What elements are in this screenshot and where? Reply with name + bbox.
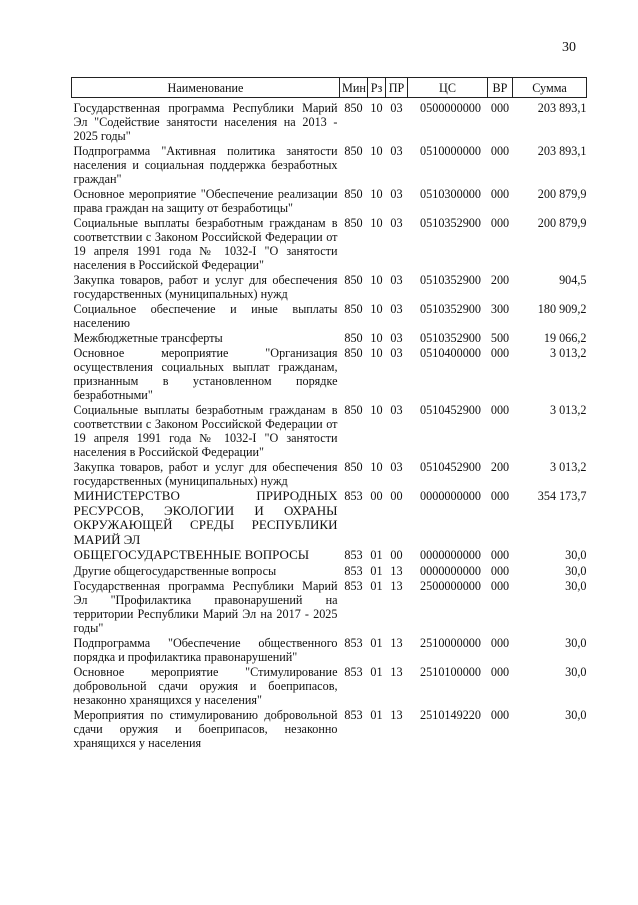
cell-pr: 13 — [390, 635, 403, 650]
cell-name: Государственная программа Республики Марий Эл "Содействие занятости населения на 2013 - 2025 годы" — [73, 101, 338, 143]
cell-vr: 200 — [490, 273, 510, 287]
cell-sum: 3 013,2 — [549, 460, 587, 474]
cell-cs: 0500000000 — [420, 101, 481, 115]
table-row — [72, 302, 587, 331]
cell-vr: 000 — [490, 101, 510, 115]
cell-pr: 03 — [390, 460, 403, 474]
cell-vr: 000 — [490, 216, 510, 230]
cell-pr: 00 — [390, 548, 403, 562]
cell-cs: 0510000000 — [420, 144, 481, 158]
cell-name: Закупка товаров, работ и услуг для обеспечения государственных (муниципальных) нужд — [73, 460, 338, 488]
cell-rz: 10 — [370, 144, 383, 158]
cell-name: Социальное обеспечение и иные выплаты населению — [73, 302, 338, 330]
cell-rz: 10 — [370, 187, 383, 201]
cell-name: Подпрограмма "Обеспечение общественного порядка и профилактика правонарушений" — [73, 635, 338, 664]
table-row — [72, 144, 587, 187]
cell-sum: 30,0 — [565, 563, 587, 578]
page-number: 30 — [562, 40, 576, 55]
cell-vr: 000 — [490, 563, 510, 578]
cell-sum: 3 013,2 — [549, 403, 587, 417]
cell-name: Основное мероприятие "Стимулирование добровольной сдачи оружия и боеприпасов, незаконно хранящихся у населения" — [73, 664, 338, 707]
table-row — [72, 403, 587, 460]
column-header-vr: ВР — [488, 78, 513, 98]
cell-sum: 30,0 — [565, 578, 587, 593]
table-row — [72, 708, 587, 751]
cell-sum: 30,0 — [565, 635, 587, 650]
cell-name: Социальные выплаты безработным гражданам в соответствии с Законом Российской Федерации от 19 апреля 1991 года № 1032-I "О занятости населения в Российской Федерации" — [73, 403, 338, 459]
cell-name: Закупка товаров, работ и услуг для обеспечения государственных (муниципальных) нужд — [73, 273, 338, 301]
table-row — [72, 460, 587, 489]
cell-name: Основное мероприятие "Обеспечение реализации права граждан на защиту от безработицы" — [73, 187, 338, 215]
table-row — [72, 579, 587, 636]
cell-vr: 000 — [490, 144, 510, 158]
cell-min: 850 — [344, 346, 363, 360]
cell-cs: 2510100000 — [420, 664, 481, 679]
table-row — [72, 636, 587, 665]
cell-pr: 03 — [390, 331, 403, 345]
cell-vr: 000 — [490, 664, 510, 679]
cell-name: МИНИСТЕРСТВО ПРИРОДНЫХ РЕСУРСОВ, ЭКОЛОГИИ И ОХРАНЫ ОКРУЖАЮЩЕЙ СРЕДЫ РЕСПУБЛИКИ МАРИЙ ЭЛ — [73, 488, 338, 547]
cell-pr: 03 — [390, 144, 403, 158]
cell-cs: 0510400000 — [420, 346, 481, 360]
column-header-sum: Сумма — [513, 78, 587, 98]
cell-min: 850 — [344, 403, 363, 417]
table-row — [72, 273, 587, 302]
cell-min: 853 — [344, 664, 363, 679]
cell-min: 853 — [344, 548, 363, 562]
cell-vr: 000 — [490, 346, 510, 360]
cell-cs: 0510352900 — [420, 216, 481, 230]
cell-cs: 2500000000 — [420, 578, 481, 593]
cell-name: Подпрограмма "Активная политика занятости населения и социальная поддержка безработных граждан" — [73, 144, 338, 186]
cell-name: Основное мероприятие "Организация осуществления социальных выплат гражданам, признанным в установленном порядке безработными" — [73, 346, 338, 402]
cell-cs: 0510300000 — [420, 187, 481, 201]
cell-min: 850 — [344, 460, 363, 474]
cell-sum: 30,0 — [565, 707, 587, 722]
cell-name: Межбюджетные трансферты — [73, 331, 223, 345]
table-row — [72, 548, 587, 564]
column-header-cs: ЦС — [408, 78, 488, 98]
cell-sum: 904,5 — [559, 273, 587, 287]
cell-cs: 0510352900 — [420, 273, 481, 287]
cell-pr: 03 — [390, 403, 403, 417]
cell-sum: 180 909,2 — [537, 302, 587, 316]
cell-pr: 03 — [390, 101, 403, 115]
cell-sum: 203 893,1 — [537, 144, 587, 158]
cell-pr: 13 — [390, 707, 403, 722]
cell-min: 853 — [344, 563, 363, 578]
table-row — [72, 98, 587, 145]
cell-rz: 10 — [370, 346, 383, 360]
cell-vr: 000 — [490, 403, 510, 417]
cell-rz: 01 — [370, 563, 383, 578]
table-row — [72, 564, 587, 579]
cell-pr: 03 — [390, 346, 403, 360]
table-body — [72, 98, 587, 751]
cell-vr: 200 — [490, 460, 510, 474]
cell-min: 850 — [344, 331, 363, 345]
cell-pr: 03 — [390, 187, 403, 201]
cell-rz: 01 — [370, 578, 383, 593]
cell-min: 850 — [344, 187, 363, 201]
cell-rz: 01 — [370, 635, 383, 650]
cell-cs: 0000000000 — [420, 563, 481, 578]
cell-sum: 3 013,2 — [549, 346, 587, 360]
table-header-row — [72, 78, 587, 98]
cell-cs: 2510149220 — [420, 707, 481, 722]
table-row — [72, 346, 587, 403]
cell-pr: 03 — [390, 216, 403, 230]
cell-cs: 0510452900 — [420, 403, 481, 417]
table-row — [72, 331, 587, 346]
cell-min: 853 — [344, 635, 363, 650]
cell-min: 850 — [344, 302, 363, 316]
cell-rz: 10 — [370, 403, 383, 417]
cell-rz: 01 — [370, 664, 383, 679]
cell-min: 850 — [344, 101, 363, 115]
cell-rz: 01 — [370, 707, 383, 722]
cell-cs: 0000000000 — [420, 489, 481, 503]
cell-pr: 00 — [390, 489, 403, 503]
cell-pr: 13 — [390, 664, 403, 679]
cell-cs: 2510000000 — [420, 635, 481, 650]
cell-rz: 00 — [370, 489, 383, 503]
cell-min: 850 — [344, 273, 363, 287]
cell-sum: 354 173,7 — [537, 489, 587, 503]
cell-min: 853 — [344, 489, 363, 503]
cell-sum: 30,0 — [565, 664, 587, 679]
cell-sum: 200 879,9 — [537, 187, 587, 201]
column-header-min: Мин — [340, 78, 368, 98]
cell-min: 850 — [344, 144, 363, 158]
cell-cs: 0510452900 — [420, 460, 481, 474]
cell-vr: 000 — [490, 635, 510, 650]
column-header-name: Наименование — [72, 78, 340, 98]
cell-cs: 0000000000 — [420, 548, 481, 562]
cell-vr: 000 — [490, 707, 510, 722]
cell-name: Социальные выплаты безработным гражданам в соответствии с Законом Российской Федерации от 19 апреля 1991 года № 1032-I "О занятости населения в Российской Федерации" — [73, 216, 338, 272]
cell-pr: 03 — [390, 302, 403, 316]
cell-rz: 10 — [370, 216, 383, 230]
table-row — [72, 187, 587, 216]
cell-vr: 000 — [490, 578, 510, 593]
table-row — [72, 489, 587, 548]
cell-rz: 10 — [370, 302, 383, 316]
cell-pr: 03 — [390, 273, 403, 287]
cell-vr: 000 — [490, 548, 510, 562]
cell-vr: 300 — [490, 302, 510, 316]
cell-rz: 10 — [370, 460, 383, 474]
cell-name: Другие общегосударственные вопросы — [73, 563, 277, 578]
column-header-rz: Рз — [368, 78, 386, 98]
budget-table — [71, 77, 587, 751]
cell-name: ОБЩЕГОСУДАРСТВЕННЫЕ ВОПРОСЫ — [73, 547, 310, 562]
cell-sum: 19 066,2 — [543, 331, 587, 345]
cell-min: 853 — [344, 707, 363, 722]
cell-min: 850 — [344, 216, 363, 230]
column-header-pr: ПР — [386, 78, 408, 98]
cell-rz: 10 — [370, 331, 383, 345]
cell-rz: 10 — [370, 101, 383, 115]
table-row — [72, 665, 587, 708]
cell-name: Мероприятия по стимулированию добровольной сдачи оружия и боеприпасов, незаконно хранящихся у населения — [73, 707, 338, 750]
cell-vr: 000 — [490, 489, 510, 503]
cell-sum: 30,0 — [565, 548, 587, 562]
cell-vr: 000 — [490, 187, 510, 201]
cell-rz: 01 — [370, 548, 383, 562]
cell-vr: 500 — [490, 331, 510, 345]
cell-rz: 10 — [370, 273, 383, 287]
cell-sum: 200 879,9 — [537, 216, 587, 230]
cell-name: Государственная программа Республики Марий Эл "Профилактика правонарушений на территории Республики Марий Эл на 2017 - 2025 годы" — [73, 578, 338, 635]
table-row — [72, 216, 587, 273]
cell-sum: 203 893,1 — [537, 101, 587, 115]
cell-cs: 0510352900 — [420, 331, 481, 345]
cell-pr: 13 — [390, 578, 403, 593]
cell-cs: 0510352900 — [420, 302, 481, 316]
cell-min: 853 — [344, 578, 363, 593]
cell-pr: 13 — [390, 563, 403, 578]
